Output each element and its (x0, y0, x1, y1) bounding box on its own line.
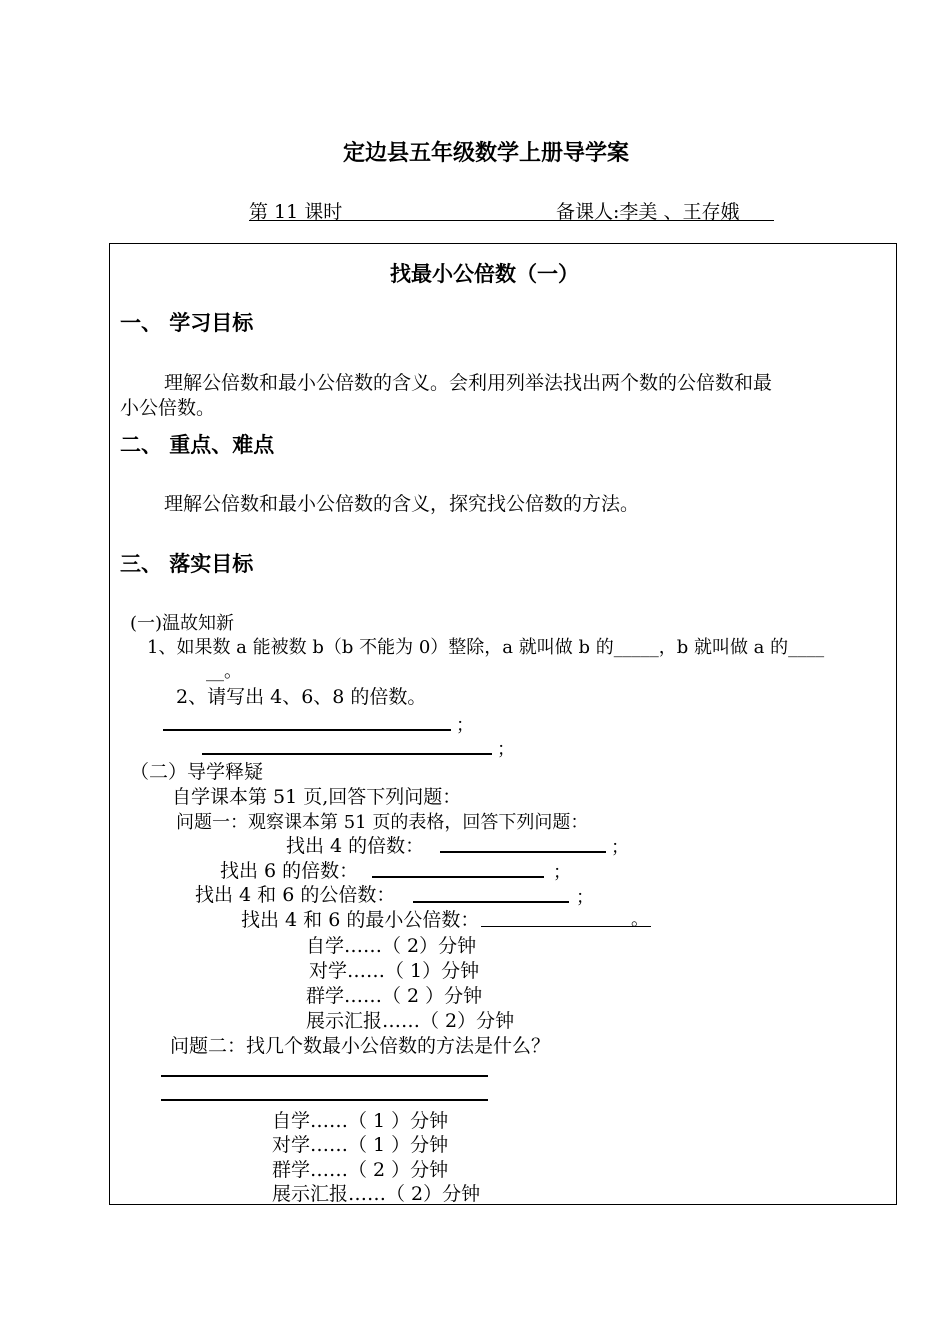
part2-intro: 自学课本第 51 页,回答下列问题： (172, 786, 462, 808)
find-multiples-6: 找出 6 的倍数： (220, 860, 359, 882)
part2-question2: 问题二：找几个数最小公倍数的方法是什么？ (170, 1035, 551, 1057)
section1-text-line2: 小公倍数。 (120, 397, 216, 419)
part1-label: (一)温故知新 (130, 613, 235, 634)
part1-question1-line2: __。 (206, 661, 242, 682)
part2-question1: 问题一：观察课本第 51 页的表格，回答下列问题： (176, 812, 589, 833)
answer-line (372, 876, 544, 878)
answer-separator: ； (576, 887, 594, 908)
time-self-study: 自学……（ 2）分钟 (306, 935, 477, 957)
part1-question1-line1: 1、如果数 a 能被数 b（b 不能为 0）整除，a 就叫做 b 的_____，b 就叫做 a 的____ (147, 637, 825, 658)
answer-separator: ； (611, 837, 629, 858)
answer-line (440, 851, 606, 853)
time-pair-study: 对学……（ 1 ）分钟 (272, 1134, 449, 1156)
time-pair-study: 对学……（ 1）分钟 (309, 960, 480, 982)
answer-line (161, 1075, 488, 1077)
section2-heading: 二、 重点、难点 (120, 433, 275, 457)
answer-line (163, 729, 451, 731)
answer-separator: ； (553, 862, 571, 883)
lesson-number: 第 11 课时 (249, 201, 343, 223)
section2-text: 理解公倍数和最小公倍数的含义，探究找公倍数的方法。 (164, 493, 640, 515)
section1-heading: 一、 学习目标 (120, 311, 254, 335)
find-common-multiples: 找出 4 和 6 的公倍数： (195, 884, 396, 906)
answer-line (161, 1099, 488, 1101)
part1-question2: 2、请写出 4、6、8 的倍数。 (176, 686, 427, 708)
answer-line (413, 901, 569, 903)
time-presentation: 展示汇报……（ 2）分钟 (272, 1183, 481, 1205)
find-multiples-4: 找出 4 的倍数： (286, 835, 425, 857)
time-presentation: 展示汇报……（ 2）分钟 (306, 1010, 515, 1032)
lesson-title: 找最小公倍数（一） (390, 262, 579, 286)
preparers: 备课人:李美 、王存娥 (556, 201, 740, 223)
section3-heading: 三、 落实目标 (120, 552, 254, 576)
answer-separator: ； (497, 739, 515, 760)
time-group-study: 群学……（ 2 ）分钟 (306, 985, 483, 1007)
document-title: 定边县五年级数学上册导学案 (343, 141, 630, 166)
time-self-study: 自学……（ 1 ）分钟 (272, 1110, 449, 1132)
answer-separator: 。 (631, 909, 649, 930)
time-group-study: 群学……（ 2 ）分钟 (272, 1159, 449, 1181)
answer-separator: ； (456, 715, 474, 736)
answer-line (202, 753, 492, 755)
part2-label: （二）导学释疑 (130, 761, 264, 783)
find-least-common-multiple: 找出 4 和 6 的最小公倍数： (241, 909, 480, 931)
answer-line (481, 926, 651, 927)
section1-text-line1: 理解公倍数和最小公倍数的含义。会利用列举法找出两个数的公倍数和最 (164, 372, 773, 394)
